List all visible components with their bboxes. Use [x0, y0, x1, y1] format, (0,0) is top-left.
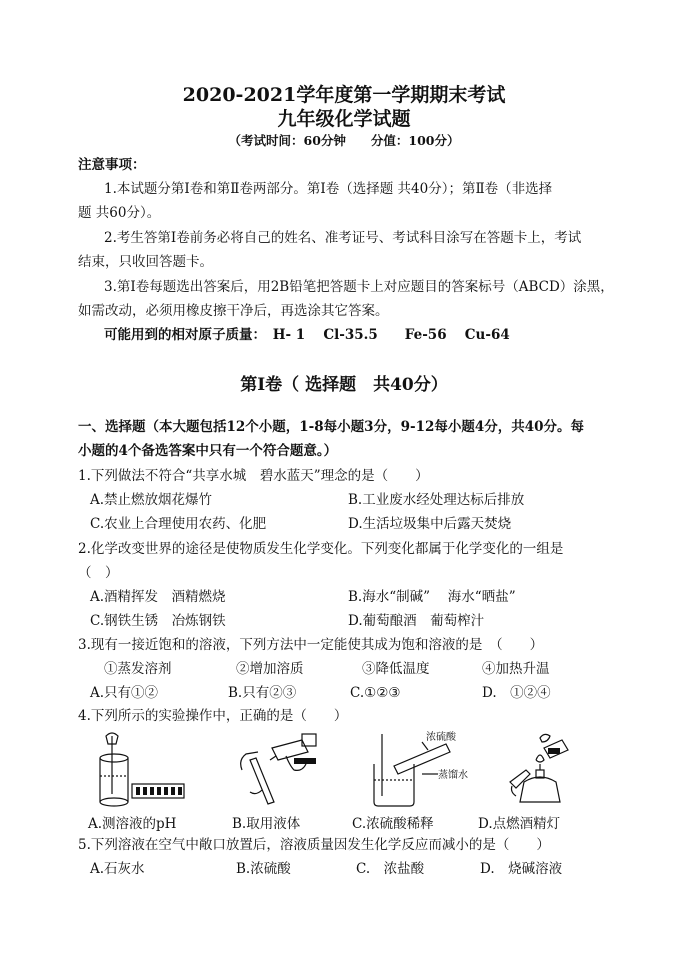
liquid-pouring-figure: [232, 730, 328, 808]
figure-caption-c: C.浓硫酸稀释: [352, 816, 434, 832]
note-1-line-1: 1.本试题分第Ⅰ卷和第Ⅱ卷两部分。第Ⅰ卷（选择题 共40分）；第Ⅱ卷（非选择: [104, 181, 553, 197]
question-3-method-4: ④加热升温: [482, 661, 550, 677]
question-5-option-a: A.石灰水: [90, 861, 145, 877]
question-2-stem-line-1: 2.化学改变世界的途径是使物质发生化学变化。下列变化都属于化学变化的一组是: [78, 541, 564, 557]
question-5-option-b: B.浓硫酸: [236, 861, 291, 877]
section-1-intro-line-2: 小题的4个备选答案中只有一个符合题意。）: [78, 443, 338, 459]
question-3-option-d: D. ①②④: [482, 685, 551, 701]
exam-info: （考试时间：60分钟 分值：100分）: [228, 133, 460, 148]
question-3-method-2: ②增加溶质: [236, 661, 304, 677]
question-3-option-a: A.只有①②: [90, 685, 159, 701]
question-4-stem: 4.下列所示的实验操作中，正确的是（ ）: [78, 708, 348, 724]
question-3-method-1: ①蒸发溶剂: [104, 661, 172, 677]
question-1-option-d: D.生活垃圾集中后露天焚烧: [348, 516, 512, 532]
question-3-method-3: ③降低温度: [362, 661, 430, 677]
notes-heading: 注意事项：: [78, 157, 146, 173]
question-2-option-a: A.酒精挥发 酒精燃烧: [90, 589, 226, 605]
question-5-option-d: D. 烧碱溶液: [480, 861, 563, 877]
question-2-stem-line-2: （ ）: [78, 565, 119, 581]
figure-caption-d: D.点燃酒精灯: [478, 816, 561, 832]
section-1-title: 第Ⅰ卷（ 选择题 共40分）: [240, 375, 448, 395]
exam-subtitle: 九年级化学试题: [277, 108, 411, 130]
question-1-option-b: B.工业废水经处理达标后排放: [348, 492, 525, 508]
question-3-stem: 3.现有一接近饱和的溶液，下列方法中一定能使其成为饱和溶液的是 （ ）: [78, 637, 544, 653]
figure-caption-b: B.取用液体: [232, 816, 301, 832]
question-3-option-c: C.①②③: [350, 685, 401, 701]
section-1-intro-line-1: 一、选择题（本大题包括12个小题，1-8每小题3分，9-12每小题4分，共40分。每: [78, 419, 585, 435]
question-5-option-c: C. 浓盐酸: [356, 861, 425, 877]
question-1-option-c: C.农业上合理使用农药、化肥: [90, 516, 267, 532]
ph-test-figure: [92, 730, 188, 808]
alcohol-lamp-figure: [500, 730, 580, 808]
question-2-option-d: D.葡萄酿酒 葡萄榨汁: [348, 613, 485, 629]
note-2-line-2: 结束，只收回答题卡。: [78, 254, 213, 270]
exam-title: 2020-2021学年度第一学期期末考试: [182, 84, 506, 106]
figure-caption-a: A.测溶液的pH: [88, 816, 177, 832]
question-5-stem: 5.下列溶液在空气中敞口放置后，溶液质量因发生化学反应而减小的是（ ）: [78, 837, 550, 853]
label-distilled-water: 蒸馏水: [438, 770, 468, 781]
atomic-masses: 可能用到的相对原子质量： H- 1 Cl-35.5 Fe-56 Cu-64: [104, 327, 510, 343]
note-3-line-1: 3.第Ⅰ卷每题选出答案后，用2B铅笔把答题卡上对应题目的答案标号（ABCD）涂黑，: [104, 279, 614, 295]
label-concentrated-acid: 浓硫酸: [426, 732, 456, 743]
note-2-line-1: 2.考生答第Ⅰ卷前务必将自己的姓名、准考证号、考试科目涂写在答题卡上，考试: [104, 230, 582, 246]
question-2-option-c: C.钢铁生锈 冶炼钢铁: [90, 613, 226, 629]
question-3-option-b: B.只有②③: [228, 685, 297, 701]
note-1-line-2: 题 共60分）。: [78, 205, 161, 221]
note-3-line-2: 如需改动，必须用橡皮擦干净后，再选涂其它答案。: [78, 303, 389, 319]
question-1-option-a: A.禁止燃放烟花爆竹: [90, 492, 213, 508]
question-2-option-b: B.海水“制碱” 海水“晒盐”: [348, 589, 516, 605]
acid-dilution-figure: [368, 730, 478, 808]
question-1-stem: 1.下列做法不符合“共享水城 碧水蓝天”理念的是（ ）: [78, 468, 429, 484]
